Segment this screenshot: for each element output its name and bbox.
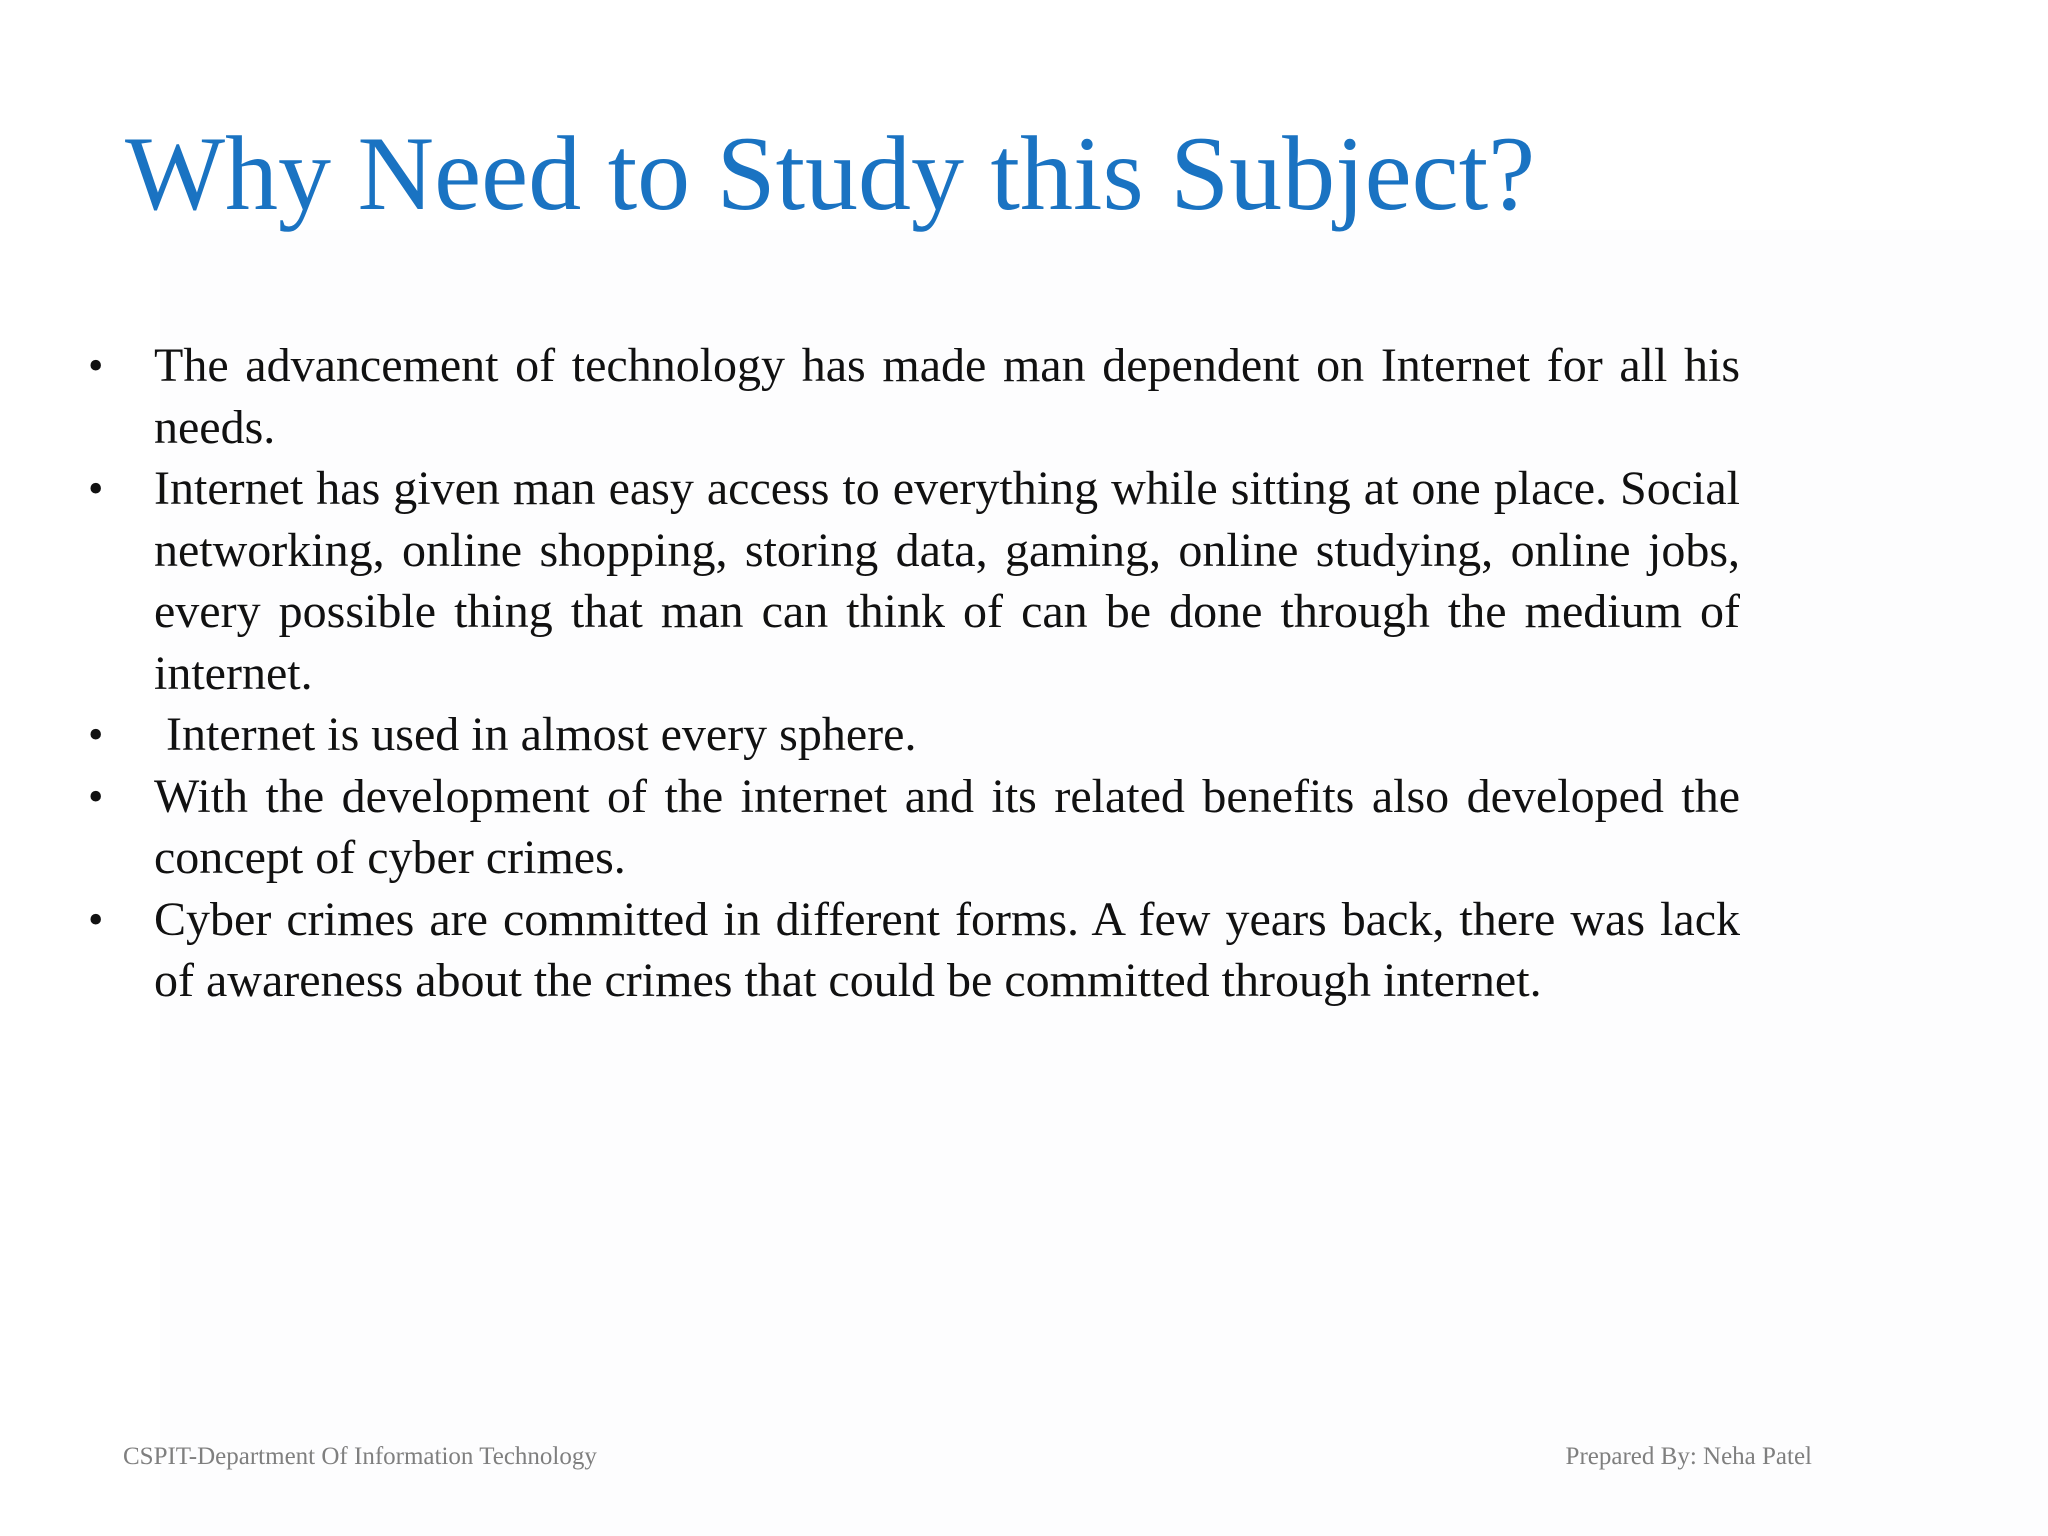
footer-department: CSPIT-Department Of Information Technology [123,1443,597,1470]
bullet-item [80,889,1740,1012]
bullet-marker: • [88,771,104,821]
bullet-item [80,335,1740,458]
bullet-text: The advancement of technology has made man dependent on Internet for all his needs. [154,339,1740,454]
bullet-text: Cyber crimes are committed in different forms. A few years back, there was lack of awareness about the crimes that could be committed through internet. [154,892,1740,1007]
bullet-marker: • [88,464,104,513]
bullet-item [80,458,1740,704]
bullet-marker: • [88,894,104,944]
bullet-item [80,766,1740,889]
bullet-marker: • [88,341,104,390]
bullet-text: Internet has given man easy access to everything while sitting at one place. Social networking, online shopping, storing data, gaming, online studying, online jobs, every possible thing that man can think of can be done through the medium of internet. [154,462,1740,700]
footer-author: Prepared By: Neha Patel [1565,1443,1812,1470]
bullet-marker: • [88,710,104,759]
bullet-text: With the development of the internet and its related benefits also developed the concept of cyber crimes. [154,769,1740,884]
bullet-text: Internet is used in almost every sphere. [166,708,917,761]
slide-title: Why Need to Study this Subject? [125,115,1536,232]
bullet-list [80,335,1740,1012]
bullet-item [80,704,1740,766]
